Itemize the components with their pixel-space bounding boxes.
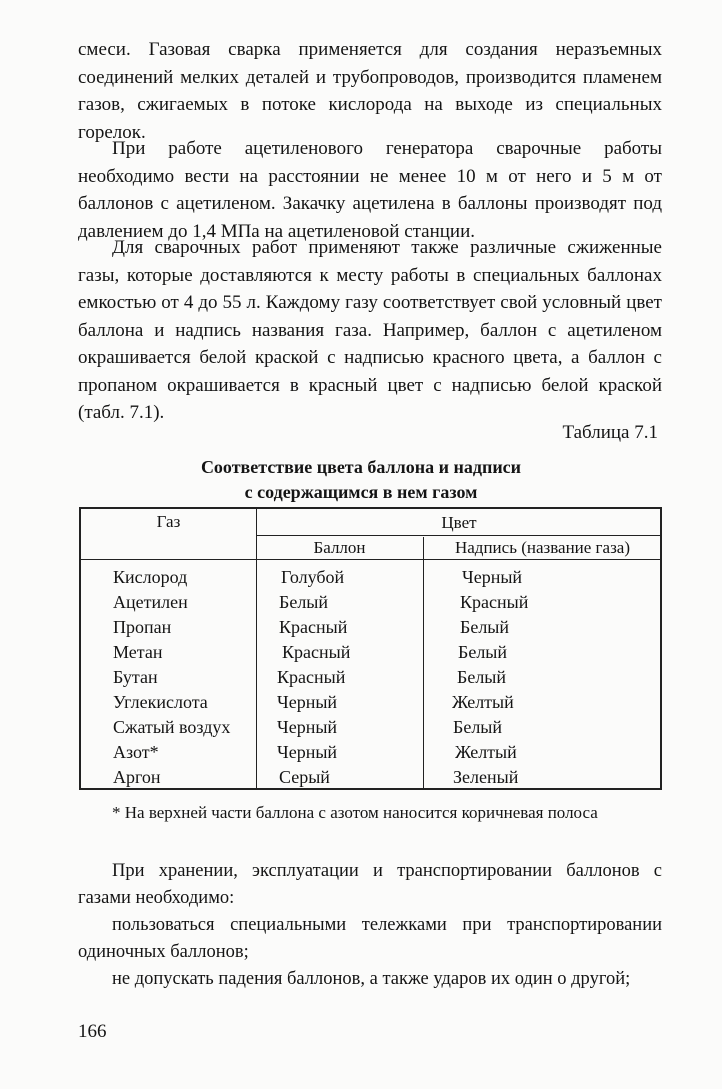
table-row	[0, 765, 722, 790]
table-title-line-2: с содержащимся в нем газом	[244, 482, 478, 502]
paragraph-3	[78, 234, 662, 427]
table-title-line-1: Соответствие цвета баллона и надписи	[200, 457, 522, 477]
inscription-cell: Белый	[457, 667, 507, 687]
gas-cell: Ацетилен	[113, 592, 188, 612]
inscription-cell: Черный	[462, 567, 523, 587]
inscription-cell: Белый	[458, 642, 508, 662]
inscription-cell: Зеленый	[453, 767, 519, 787]
table-row	[0, 640, 722, 665]
table-divider	[256, 535, 660, 536]
inscription-cell: Красный	[460, 592, 529, 612]
paragraph-text: Для сварочных работ применяют также различные сжиженные газы, которые доставляются к месту работы в специальных баллонах емкостью от 4 до 55 л. Каждому газу соответствует свой условный цвет баллона и надпись названия газа. Например, баллон с ацетиленом окрашивается белой краской с надписью красного цвета, а баллон с пропаном окрашивается в красный цвет с надписью белой краской (табл. 7.1).	[78, 237, 662, 423]
table-row	[0, 615, 722, 640]
inscription-cell: Желтый	[455, 742, 517, 762]
table-label: Таблица 7.1	[562, 422, 658, 443]
footnote-text: * На верхней части баллона с азотом наносится коричневая полоса	[112, 803, 598, 822]
table-divider	[81, 559, 660, 560]
header-color: Цвет	[441, 513, 477, 532]
gas-cell: Кислород	[113, 567, 188, 587]
gas-cell: Углекислота	[113, 692, 208, 712]
cylinder-cell: Красный	[277, 667, 346, 687]
cylinder-cell: Черный	[277, 742, 338, 762]
cylinder-cell: Красный	[282, 642, 351, 662]
inscription-cell: Белый	[453, 717, 503, 737]
header-gas: Газ	[156, 512, 181, 531]
list-item: не допускать падения баллонов, а также ударов их один о другой;	[112, 969, 631, 989]
table-row	[0, 690, 722, 715]
paragraph-text: При работе ацетиленового генератора сварочные работы необходимо вести на расстоянии не менее 10 м от него и 5 м от баллонов с ацетиленом. Закачку ацетилена в баллоны производят под давлением до 1,4 МПа на ацетиленовой станции.	[78, 138, 662, 242]
table-row	[0, 740, 722, 765]
cylinder-cell: Черный	[277, 692, 338, 712]
gas-cell: Аргон	[113, 767, 161, 787]
header-inscription: Надпись (название газа)	[454, 538, 630, 557]
gas-cell: Бутан	[113, 667, 158, 687]
gas-cell: Азот*	[113, 742, 159, 762]
cylinder-cell: Серый	[279, 767, 330, 787]
table-row	[0, 665, 722, 690]
paragraph-2	[78, 135, 662, 245]
gas-cell: Метан	[113, 642, 163, 662]
cylinder-cell: Черный	[277, 717, 338, 737]
table-row	[0, 590, 722, 615]
inscription-cell: Белый	[460, 617, 510, 637]
cylinder-cell: Красный	[279, 617, 348, 637]
inscription-cell: Желтый	[452, 692, 514, 712]
table-row	[0, 715, 722, 740]
table-footnote	[80, 800, 662, 826]
gas-cell: Пропан	[113, 617, 172, 637]
paragraph-1	[78, 36, 662, 146]
cylinder-cell: Голубой	[281, 567, 345, 587]
table-title	[120, 455, 602, 505]
page-number: 166	[78, 1021, 107, 1042]
paragraph-text: При хранении, эксплуатации и транспортировании баллонов с газами необходимо:	[78, 861, 662, 908]
gas-cell: Сжатый воздух	[113, 717, 231, 737]
paragraph-text: смеси. Газовая сварка применяется для создания неразъемных соединений мелких деталей и трубопроводов, производится пламенем газов, сжигаемых в потоке кислорода на выходе из специальных горелок.	[78, 39, 662, 143]
storage-rules	[78, 858, 662, 993]
table-row	[0, 565, 722, 590]
cylinder-cell: Белый	[279, 592, 329, 612]
header-cylinder: Баллон	[313, 538, 366, 557]
list-item: пользоваться специальными тележками при транспортировании одиночных баллонов;	[78, 915, 662, 962]
